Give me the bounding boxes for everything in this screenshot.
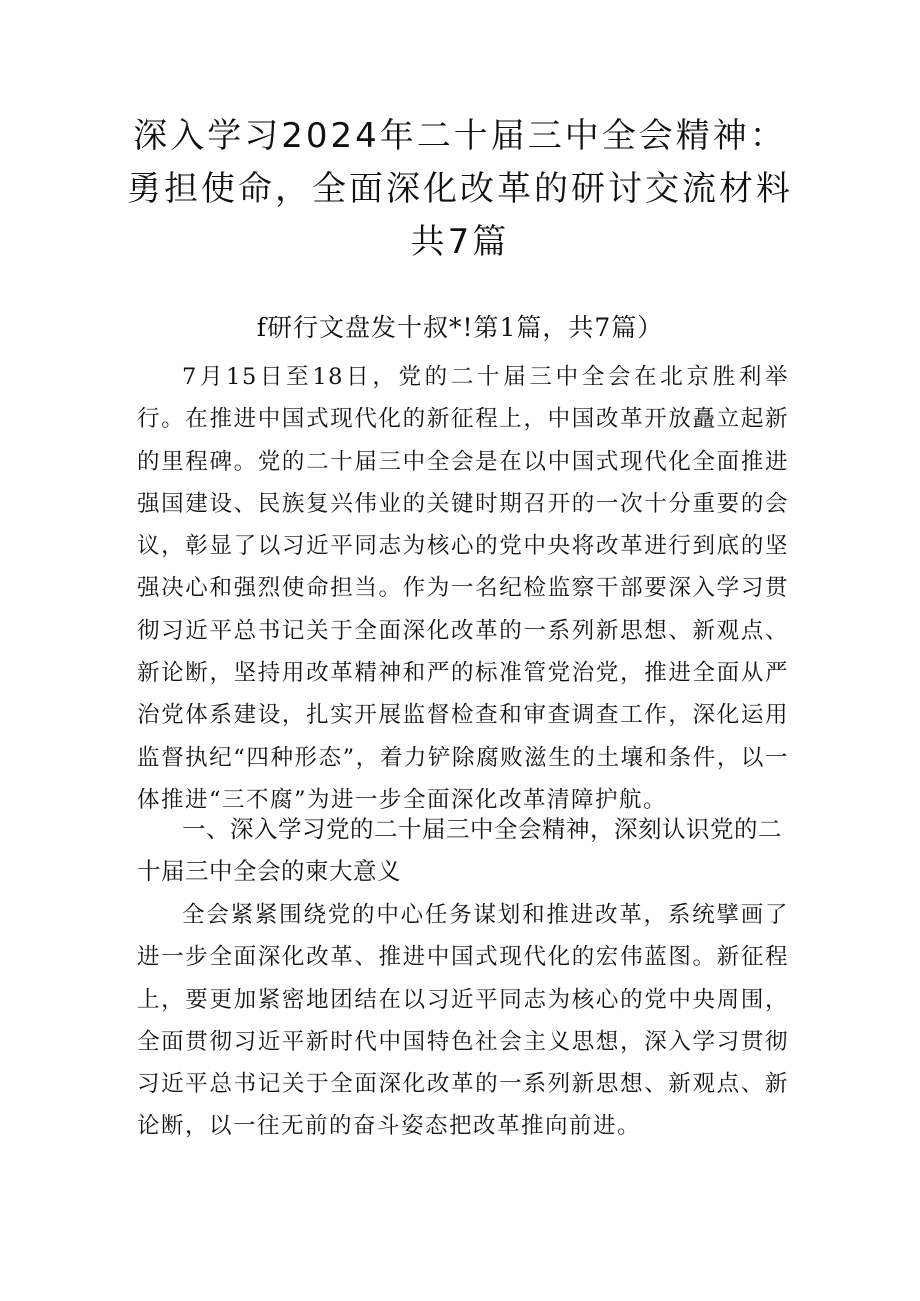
part-subtitle: f研行文盘发十叔*!第1篇，共7篇） xyxy=(256,313,664,342)
document-title: 深入学习2024年二十届三中全会精神：勇担使命，全面深化改革的研讨交流材料共7篇 xyxy=(127,116,793,262)
body-paragraph: 全会紧紧围绕党的中心任务谋划和推进改革，系统擘画了进一步全面深化改革、推进中国式现代化的宏伟蓝图。新征程上，要更加紧密地团结在以习近平同志为核心的党中央周围，全面贯彻习近平新时代中国特色社会主义思想，深入学习贯彻习近平总书记关于全面深化改革的一系列新思想、新观点、新论断，以一往无前的奋斗姿态把改革推向前进。 xyxy=(137,902,789,1140)
body-paragraph: 7月15日至18日，党的二十届三中全会在北京胜利举行。在推进中国式现代化的新征程上，中国改革开放矗立起新的里程碑。党的二十届三中全会是在以中国式现代化全面推进强国建设、民族复兴伟业的关键时期召开的一次十分重要的会议，彰显了以习近平同志为核心的党中央将改革进行到底的坚强决心和强烈使命担当。作为一名纪检监察干部要深入学习贯彻习近平总书记关于全面深化改革的一系列新思想、新观点、新论断，坚持用改革精神和严的标准管党治党，推进全面从严治党体系建设，扎实开展监督检查和审查调查工作，深化运用监督执纪“四种形态”，着力铲除腐败滋生的土壤和条件，以一体推进“三不腐”为进一步全面深化改革清障护航。 xyxy=(137,364,789,813)
section-heading: 一、深入学习党的二十届三中全会精神，深刻认识党的二十届三中全会的柬大意义 xyxy=(137,815,782,885)
